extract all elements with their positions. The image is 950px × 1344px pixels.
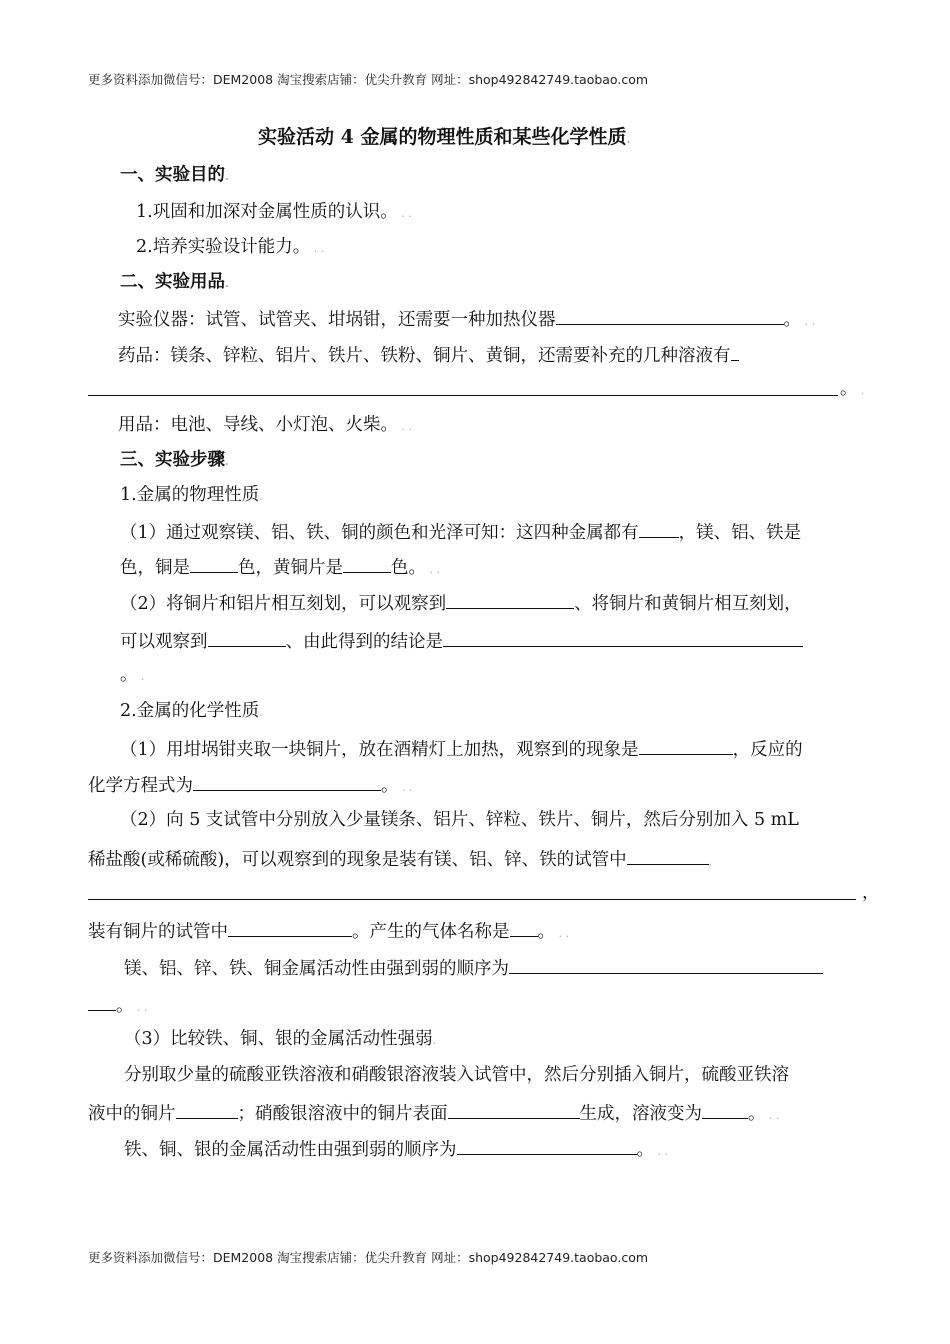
blank-solutions[interactable] xyxy=(88,395,838,396)
blank-activity-order-five-continued[interactable] xyxy=(88,992,116,1011)
blank-conclusion[interactable] xyxy=(443,628,803,647)
chem-q3-line1: 分别取少量的硫酸亚铁溶液和硝酸银溶液装入试管中，然后分别插入铜片，硫酸亚铁溶 xyxy=(124,1065,789,1085)
blank-copper-aluminum-scratch[interactable] xyxy=(446,590,574,609)
chem-q3-order-line: 铁、铜、银的金属活动性由强到弱的顺序为 。 . . xyxy=(124,1136,668,1163)
blank-brass-color[interactable] xyxy=(343,554,391,573)
section-heading-purpose: 一、实验目的. xyxy=(120,165,229,185)
chemicals-line: 药品：镁条、锌粒、铝片、铁片、铁粉、铜片、黄铜，还需要补充的几种溶液有 xyxy=(118,342,739,367)
page-title: 实验活动 4 金属的物理性质和某些化学性质. xyxy=(258,126,631,148)
blank-reactive-metals-phenomenon[interactable] xyxy=(627,846,709,865)
blank-gas-name[interactable] xyxy=(510,918,538,937)
chem-q2-line2: 稀盐酸(或稀硫酸)，可以观察到的现象是装有镁、铝、锌、铁的试管中 . xyxy=(88,846,712,873)
chem-q1-line2: 化学方程式为 。 . . xyxy=(88,772,413,799)
chem-q2-line1: （2）向 5 支试管中分别放入少量镁条、铝片、锌粒、铁片、铜片，然后分别加入 5 mL xyxy=(120,810,799,830)
chem-q3-line2: 液中的铜片 ；硝酸银溶液中的铜片表面 生成，溶液变为 。 . . xyxy=(88,1100,780,1127)
blank-copper-color[interactable] xyxy=(190,554,238,573)
page-footer: 更多资料添加微信号：DEM2008 淘宝搜索店铺：优尖升教育 网址：shop492842749.taobao.com xyxy=(88,1250,649,1265)
purpose-item-2: 2.培养实验设计能力。 . . xyxy=(136,237,325,257)
solutions-end: 。 . xyxy=(840,379,865,399)
chemical-properties-title: 2.金属的化学性质. xyxy=(120,701,263,721)
page-header: 更多资料添加微信号：DEM2008 淘宝搜索店铺：优尖升教育 网址：shop492842749.taobao.com xyxy=(88,72,649,87)
section-heading-materials: 二、实验用品. xyxy=(120,272,229,292)
instruments-line: 实验仪器：试管、试管夹、坩埚钳，还需要一种加热仪器 。 . . xyxy=(118,306,815,333)
phys-q2-end: 。 . xyxy=(120,665,145,685)
chem-q2-comma: ， xyxy=(862,883,880,903)
blank-luster[interactable] xyxy=(639,519,679,538)
phys-q1-line1: （1）通过观察镁、铝、铁、铜的颜色和光泽可知：这四种金属都有 ，镁、铝、铁是 xyxy=(120,519,801,544)
blank-activity-order-five[interactable] xyxy=(509,955,823,974)
blank-copper-equation[interactable] xyxy=(193,772,381,791)
blank-reactive-metals-continued[interactable] xyxy=(88,899,856,900)
blank-solution-color[interactable] xyxy=(702,1100,748,1119)
blank-activity-order-three[interactable] xyxy=(457,1136,637,1155)
physical-properties-title: 1.金属的物理性质. xyxy=(120,485,263,505)
phys-q2-line1: （2）将铜片和铝片相互刻划，可以观察到 、将铜片和黄铜片相互刻划， xyxy=(120,590,802,615)
chem-q2-order-line: 镁、铝、锌、铁、铜金属活动性由强到弱的顺序为 xyxy=(124,955,823,980)
blank-heating-instrument[interactable] xyxy=(556,306,784,325)
blank-copper-tube-phenomenon[interactable] xyxy=(228,918,352,937)
chem-q3-title: （3）比较铁、铜、银的金属活动性强弱. xyxy=(124,1029,437,1049)
blank-copper-brass-scratch[interactable] xyxy=(208,628,286,647)
chem-q2-line4: 装有铜片的试管中 。产生的气体名称是 。 . . xyxy=(88,918,569,945)
section-heading-steps: 三、实验步骤. xyxy=(120,450,229,470)
blank-silver-deposit[interactable] xyxy=(448,1100,580,1119)
chem-q2-order-end: 。 . . xyxy=(88,992,148,1019)
blank-heating-phenomenon[interactable] xyxy=(639,736,733,755)
purpose-item-1: 1.巩固和加深对金属性质的认识。 . . xyxy=(136,202,412,222)
supplies-line: 用品：电池、导线、小灯泡、火柴。 . . xyxy=(118,415,412,435)
chem-q1-line1: （1）用坩埚钳夹取一块铜片，放在酒精灯上加热，观察到的现象是 ，反应的 xyxy=(120,736,803,761)
phys-q2-line2: 可以观察到 、由此得到的结论是 xyxy=(120,628,803,653)
blank-ferrous-sulfate-phenomenon[interactable] xyxy=(176,1100,238,1119)
phys-q1-line2: 色，铜是 色，黄铜片是 色。 . . xyxy=(120,554,440,581)
